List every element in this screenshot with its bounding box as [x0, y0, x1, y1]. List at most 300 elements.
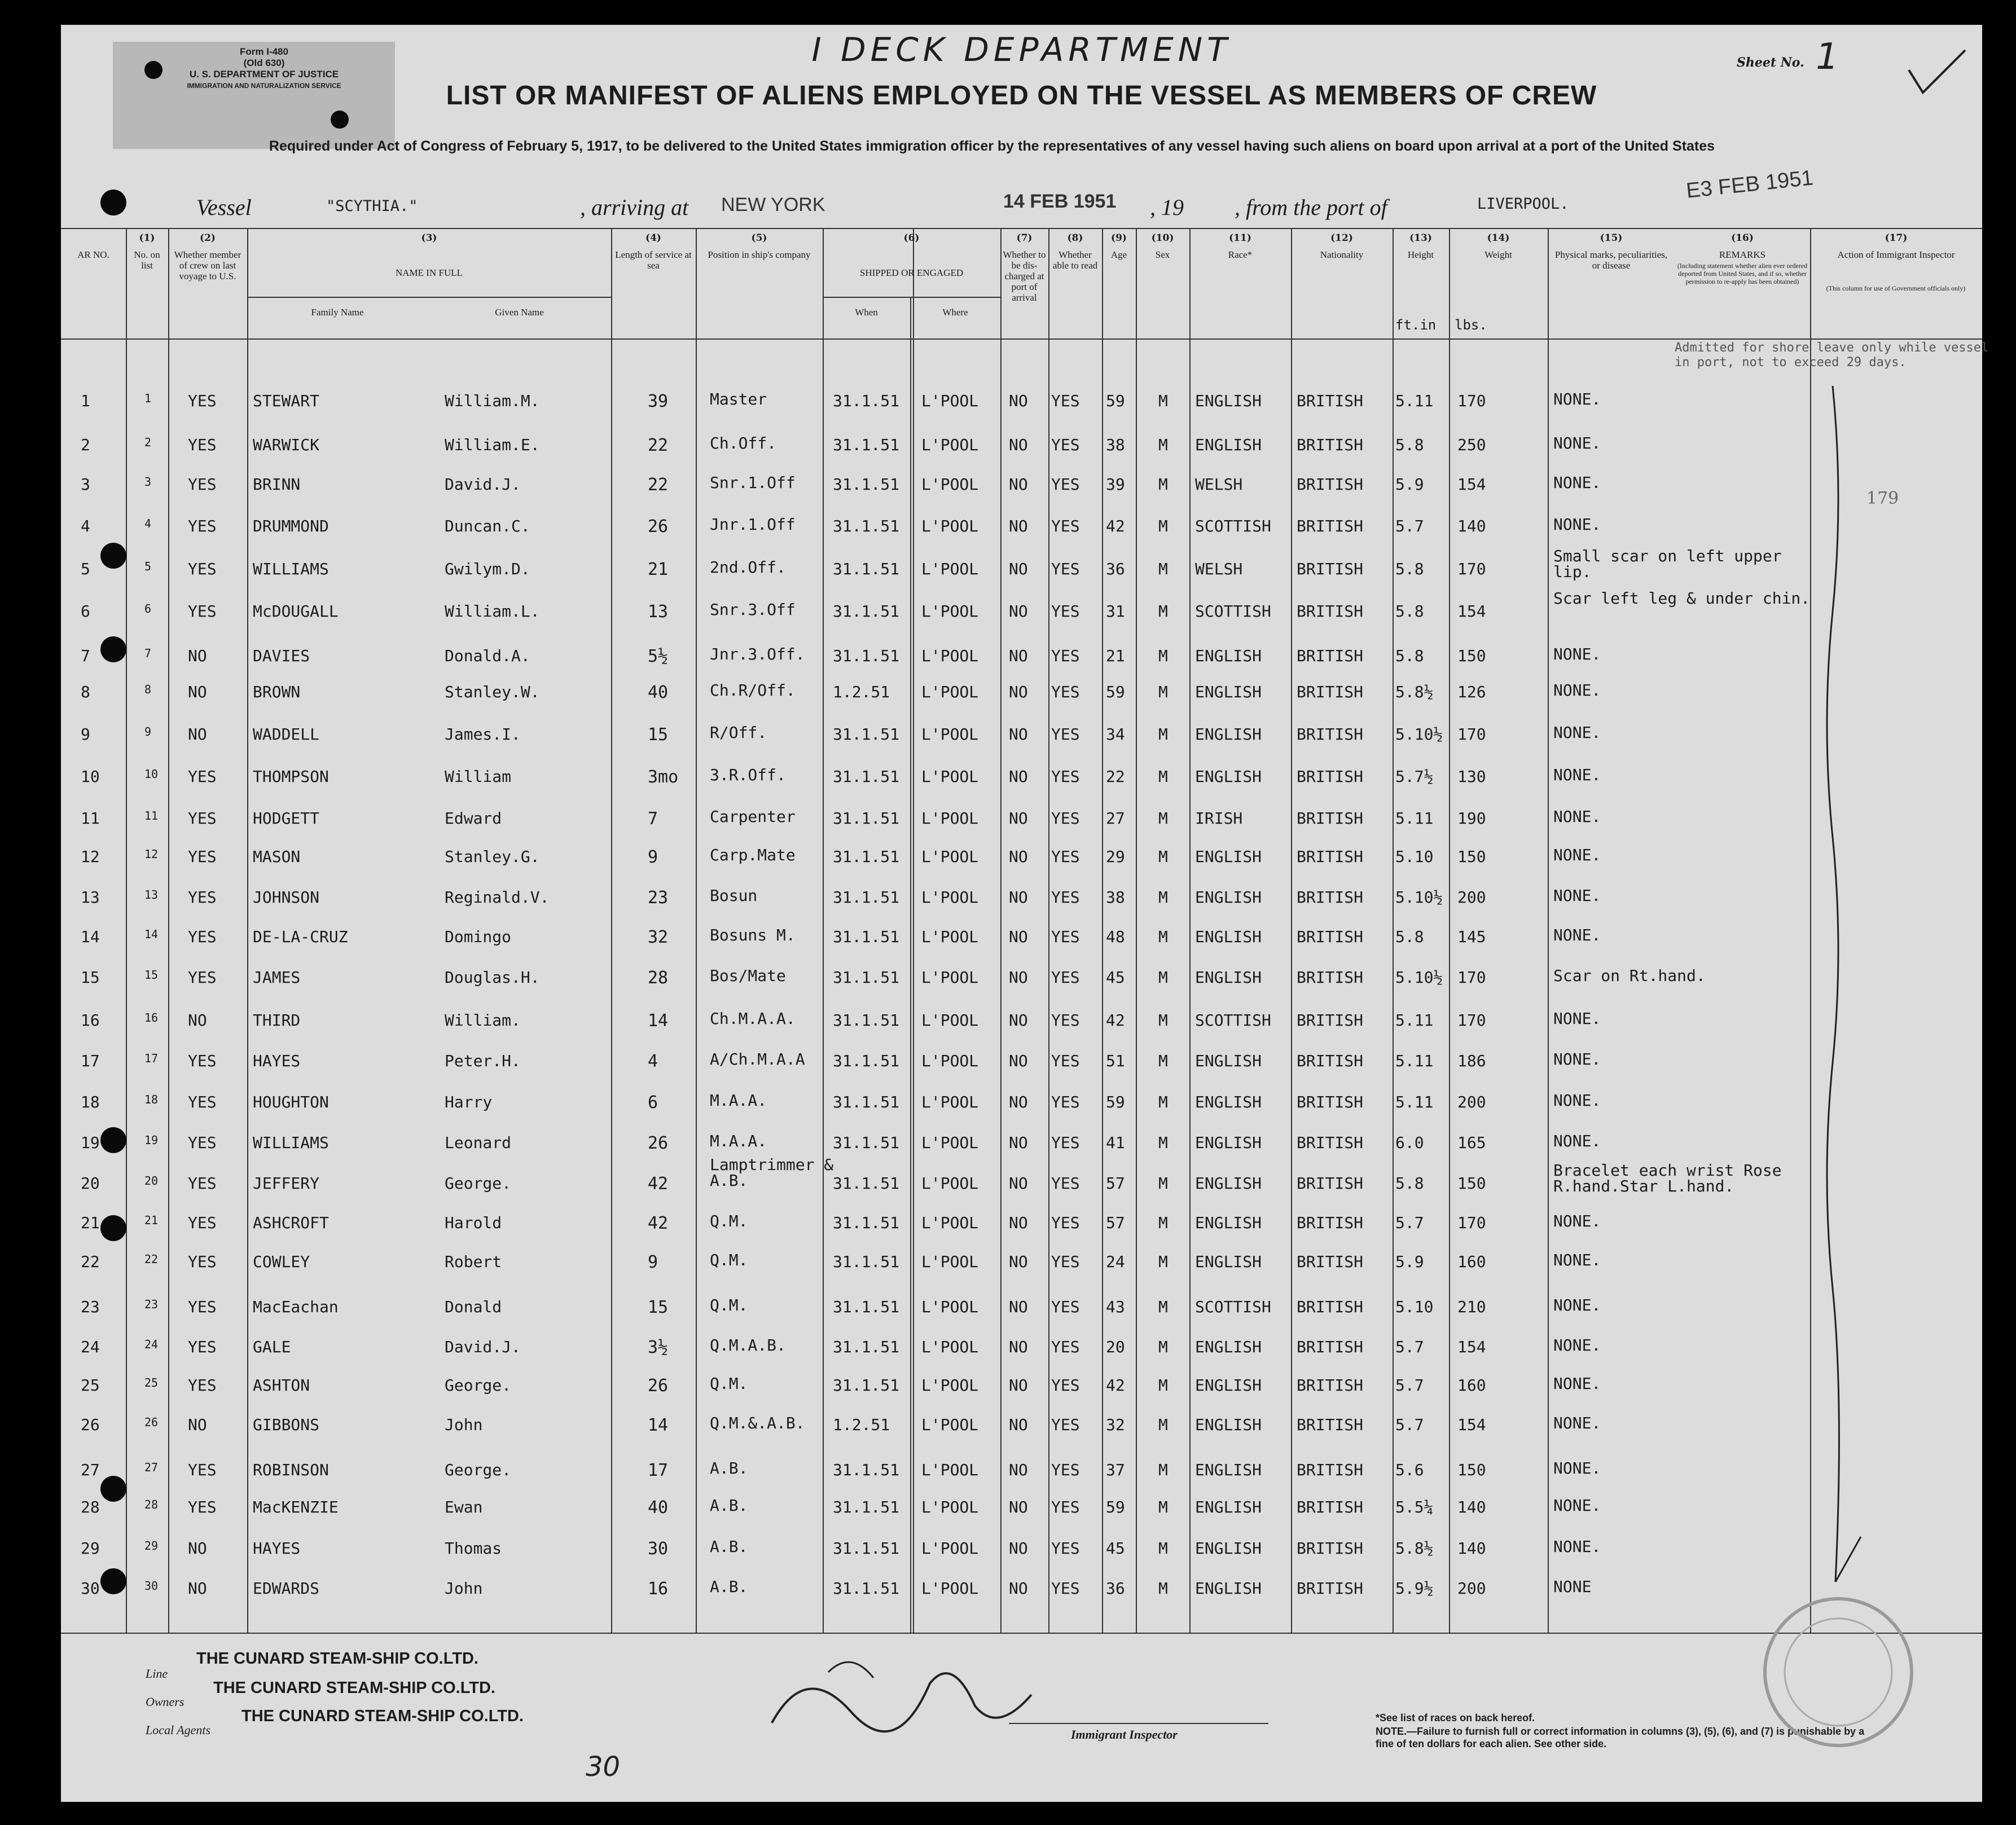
- column-header: Race*: [1228, 249, 1253, 260]
- shipped-when: 31.1.51: [833, 1338, 900, 1356]
- list-number: 11: [144, 809, 159, 823]
- position: A.B.: [710, 1577, 748, 1596]
- received-date-stamp: E3 FEB 1951: [1685, 166, 1815, 203]
- column-number: (5): [751, 232, 767, 244]
- family-name: JEFFERY: [253, 1174, 320, 1193]
- shipped-where: L'POOL: [921, 602, 979, 621]
- ar-number: 2: [81, 436, 90, 454]
- column-header: Action of Immigrant Inspector: [1837, 249, 1955, 260]
- physical-marks: NONE.: [1553, 1009, 1601, 1028]
- race: ENGLISH: [1195, 1174, 1262, 1193]
- shipped-where: L'POOL: [921, 1252, 979, 1271]
- table-row: [61, 589, 1982, 636]
- discharged: NO: [1009, 602, 1028, 621]
- position: Q.M.A.B.: [710, 1336, 786, 1355]
- able-to-read: YES: [1051, 1298, 1080, 1316]
- column-header: No. on list: [134, 249, 160, 271]
- line-value: THE CUNARD STEAM-SHIP CO.LTD.: [196, 1650, 478, 1668]
- arriving-label: , arriving at: [580, 195, 689, 220]
- column-header: Nationality: [1320, 249, 1364, 260]
- nationality: BRITISH: [1297, 767, 1364, 786]
- shipped-where: L'POOL: [921, 1298, 979, 1316]
- list-number: 24: [144, 1338, 159, 1351]
- able-to-read: YES: [1051, 475, 1080, 494]
- able-to-read: YES: [1051, 1579, 1080, 1598]
- position: A.B.: [710, 1496, 748, 1515]
- physical-marks: NONE.: [1553, 886, 1601, 905]
- sex: M: [1158, 809, 1168, 828]
- column-header: Length of service at sea: [615, 249, 692, 271]
- race: ENGLISH: [1195, 1338, 1262, 1356]
- age: 38: [1106, 888, 1125, 907]
- given-name: John: [445, 1579, 483, 1598]
- list-number: 9: [144, 725, 152, 738]
- punch-hole: [100, 1215, 126, 1241]
- given-name: Harold: [445, 1213, 502, 1232]
- from-port-label: , from the port of: [1235, 195, 1387, 220]
- shipped-where: L'POOL: [921, 1213, 979, 1232]
- weight-unit: lbs.: [1455, 317, 1487, 333]
- sex: M: [1158, 647, 1168, 665]
- weight: 186: [1457, 1052, 1486, 1070]
- page-count-number: 179: [1866, 489, 1899, 508]
- age: 34: [1106, 725, 1125, 744]
- column-number: (17): [1885, 232, 1908, 244]
- shipped-when: 31.1.51: [833, 1461, 900, 1479]
- service-length: 21: [648, 560, 669, 579]
- ar-number: 26: [81, 1415, 100, 1434]
- height: 5.11: [1395, 392, 1434, 410]
- shipped-when: 31.1.51: [833, 475, 900, 494]
- service-length: 17: [648, 1461, 669, 1480]
- service-length: 30: [648, 1539, 669, 1559]
- column-header: NAME IN FULL: [396, 267, 463, 278]
- position: Ch.R/Off.: [710, 681, 796, 700]
- list-number: 13: [144, 888, 159, 901]
- last-voyage: NO: [188, 1415, 207, 1434]
- race: WELSH: [1195, 560, 1243, 578]
- sex: M: [1158, 517, 1168, 535]
- discharged: NO: [1009, 392, 1028, 410]
- nationality: BRITISH: [1297, 683, 1364, 701]
- table-bottom-rule: [61, 1633, 1982, 1634]
- last-voyage: YES: [188, 1298, 217, 1316]
- nationality: BRITISH: [1297, 1579, 1364, 1598]
- sex: M: [1158, 767, 1168, 786]
- column-number: (15): [1600, 232, 1623, 244]
- height: 5.11: [1395, 1052, 1434, 1070]
- family-name: COWLEY: [253, 1252, 310, 1271]
- sex: M: [1158, 1174, 1168, 1193]
- punch-hole: [144, 61, 162, 79]
- weight: 200: [1457, 1093, 1486, 1111]
- ar-number: 20: [81, 1174, 100, 1193]
- height: 5.7: [1395, 1338, 1424, 1356]
- inspector-label: Immigrant Inspector: [1071, 1727, 1178, 1742]
- given-name: Leonard: [445, 1133, 512, 1152]
- shipped-when: 31.1.51: [833, 602, 900, 621]
- weight: 150: [1457, 647, 1486, 665]
- family-name: MASON: [253, 847, 301, 866]
- nationality: BRITISH: [1297, 1133, 1364, 1152]
- discharged: NO: [1009, 1133, 1028, 1152]
- manifest-subtitle: Required under Act of Congress of February 5, 1917, to be delivered to the United States immigration officer by the representatives of any vessel having such aliens on board upon arrival at a port of the United States: [269, 138, 1715, 154]
- column-header: Age: [1110, 249, 1127, 260]
- age: 59: [1106, 392, 1125, 410]
- family-name: WARWICK: [253, 436, 320, 454]
- subheader-rule: [247, 297, 611, 298]
- table-row: [61, 1155, 1982, 1208]
- sex: M: [1158, 1415, 1168, 1434]
- race: IRISH: [1195, 809, 1243, 828]
- position: A.B.: [710, 1537, 748, 1556]
- last-voyage: YES: [188, 1213, 217, 1232]
- list-number: 14: [144, 927, 159, 941]
- race: ENGLISH: [1195, 1133, 1262, 1152]
- nationality: BRITISH: [1297, 1498, 1364, 1516]
- position: Ch.M.A.A.: [710, 1009, 796, 1028]
- age: 45: [1106, 1539, 1125, 1558]
- service-length: 32: [648, 927, 669, 947]
- discharged: NO: [1009, 809, 1028, 828]
- age: 24: [1106, 1252, 1125, 1271]
- sex: M: [1158, 560, 1168, 578]
- weight: 145: [1457, 927, 1486, 946]
- list-number: 15: [144, 968, 159, 982]
- sex: M: [1158, 1579, 1168, 1598]
- ar-number: 18: [81, 1093, 100, 1111]
- nationality: BRITISH: [1297, 725, 1364, 744]
- weight: 210: [1457, 1298, 1486, 1316]
- shipped-where: L'POOL: [921, 1376, 979, 1395]
- sex: M: [1158, 725, 1168, 744]
- weight: 140: [1457, 1539, 1486, 1558]
- ar-number: 4: [81, 517, 90, 535]
- list-number: 28: [144, 1498, 159, 1511]
- nationality: BRITISH: [1297, 927, 1364, 946]
- able-to-read: YES: [1051, 560, 1080, 578]
- last-voyage: NO: [188, 725, 207, 744]
- nationality: BRITISH: [1297, 436, 1364, 454]
- physical-marks: NONE.: [1553, 645, 1601, 663]
- able-to-read: YES: [1051, 647, 1080, 665]
- shipped-when: 31.1.51: [833, 968, 900, 987]
- race: ENGLISH: [1195, 1252, 1262, 1271]
- weight: 200: [1457, 888, 1486, 907]
- list-number: 17: [144, 1052, 159, 1065]
- last-voyage: YES: [188, 475, 217, 494]
- able-to-read: YES: [1051, 1338, 1080, 1356]
- list-number: 21: [144, 1213, 159, 1227]
- list-number: 12: [144, 847, 159, 861]
- able-to-read: YES: [1051, 602, 1080, 621]
- inspection-seal-stamp: [1754, 1587, 1923, 1757]
- able-to-read: YES: [1051, 1052, 1080, 1070]
- table-row: [61, 647, 1982, 680]
- age: 48: [1106, 927, 1125, 946]
- service-length: 26: [648, 1133, 669, 1153]
- last-voyage: YES: [188, 847, 217, 866]
- list-number: 2: [144, 436, 152, 449]
- physical-marks: NONE.: [1553, 1496, 1601, 1515]
- given-name: Douglas.H.: [445, 968, 540, 987]
- given-name: William.M.: [445, 392, 540, 410]
- penalty-note: NOTE.—Failure to furnish full or correct information in columns (3), (5), (6), and (7) is punishable by a fine of ten dollars for each alien. See other side.: [1376, 1726, 1865, 1749]
- race: ENGLISH: [1195, 968, 1262, 987]
- position: Q.M.: [710, 1251, 748, 1269]
- weight: 140: [1457, 517, 1486, 535]
- shipped-where: L'POOL: [921, 1011, 979, 1030]
- ar-number: 7: [81, 647, 90, 665]
- shipped-when: 31.1.51: [833, 927, 900, 946]
- physical-marks: NONE.: [1553, 1091, 1601, 1110]
- sheet-number-label: Sheet No.: [1737, 55, 1804, 70]
- race: ENGLISH: [1195, 647, 1262, 665]
- service-length: 9: [648, 847, 658, 867]
- ar-number: 3: [81, 475, 90, 494]
- race: SCOTTISH: [1195, 602, 1271, 621]
- given-name: John: [445, 1415, 483, 1434]
- nationality: BRITISH: [1297, 1338, 1364, 1356]
- race: ENGLISH: [1195, 1498, 1262, 1516]
- family-name: ASHCROFT: [253, 1213, 329, 1232]
- able-to-read: YES: [1051, 767, 1080, 786]
- department-name: U. S. DEPARTMENT OF JUSTICE: [189, 69, 339, 80]
- age: 59: [1106, 1093, 1125, 1111]
- given-name-subheader: Given Name: [495, 307, 544, 318]
- physical-marks: Small scar on left upper lip.: [1553, 547, 1782, 581]
- physical-marks: NONE.: [1553, 1537, 1601, 1556]
- weight: 150: [1457, 1174, 1486, 1193]
- column-header: REMARKS: [1719, 249, 1766, 260]
- column-number: (16): [1731, 232, 1754, 244]
- column-number: (12): [1330, 232, 1353, 244]
- physical-marks: NONE.: [1553, 1296, 1601, 1314]
- able-to-read: YES: [1051, 968, 1080, 987]
- sex: M: [1158, 392, 1168, 410]
- able-to-read: YES: [1051, 517, 1080, 535]
- header-bottom-rule: [61, 338, 1982, 340]
- given-name: Donald: [445, 1298, 502, 1316]
- age: 38: [1106, 436, 1125, 454]
- shipped-where: L'POOL: [921, 1415, 979, 1434]
- discharged: NO: [1009, 475, 1028, 494]
- nationality: BRITISH: [1297, 1252, 1364, 1271]
- physical-marks: Scar left leg & under chin.: [1553, 589, 1811, 608]
- service-length: 40: [648, 1498, 669, 1518]
- service-length: 26: [648, 1376, 669, 1396]
- service-length: 42: [648, 1174, 669, 1194]
- age: 36: [1106, 1579, 1125, 1598]
- able-to-read: YES: [1051, 436, 1080, 454]
- physical-marks: NONE.: [1553, 807, 1601, 826]
- given-name: William.: [445, 1011, 521, 1030]
- race: ENGLISH: [1195, 1415, 1262, 1434]
- physical-marks: NONE: [1553, 1577, 1592, 1596]
- service-length: 15: [648, 1298, 669, 1317]
- service-length: 7: [648, 809, 658, 829]
- vessel-label: Vessel: [196, 195, 252, 220]
- age: 37: [1106, 1461, 1125, 1479]
- shipped-when: 31.1.51: [833, 725, 900, 744]
- shipped-where: L'POOL: [921, 767, 979, 786]
- sex: M: [1158, 888, 1168, 907]
- sex: M: [1158, 1498, 1168, 1516]
- last-voyage: YES: [188, 436, 217, 454]
- shipped-when: 31.1.51: [833, 436, 900, 454]
- physical-marks: NONE.: [1553, 1459, 1601, 1477]
- shipped-when: 31.1.51: [833, 1539, 900, 1558]
- height: 5.8: [1395, 602, 1424, 621]
- shipped-where: L'POOL: [921, 392, 979, 410]
- race: SCOTTISH: [1195, 1011, 1271, 1030]
- service-length: 4: [648, 1052, 658, 1071]
- position: Bosuns M.: [710, 926, 796, 944]
- subheader-rule: [823, 297, 1000, 298]
- sex: M: [1158, 602, 1168, 621]
- shipped-where: L'POOL: [921, 1133, 979, 1152]
- manifest-sheet: [61, 25, 1989, 1802]
- discharged: NO: [1009, 517, 1028, 535]
- race: ENGLISH: [1195, 436, 1262, 454]
- arrival-port: NEW YORK: [721, 194, 825, 216]
- discharged: NO: [1009, 560, 1028, 578]
- discharged: NO: [1009, 1376, 1028, 1395]
- table-row: [61, 1213, 1982, 1247]
- table-row: [61, 547, 1982, 593]
- given-name: Donald.A.: [445, 647, 530, 665]
- shipped-when: 31.1.51: [833, 1133, 900, 1152]
- discharged: NO: [1009, 1252, 1028, 1271]
- column-header: SHIPPED OR ENGAGED: [859, 267, 964, 278]
- physical-marks: NONE.: [1553, 681, 1601, 700]
- shipped-where: L'POOL: [921, 560, 979, 578]
- shipped-where: L'POOL: [921, 809, 979, 828]
- family-name: HAYES: [253, 1539, 301, 1558]
- column-number: (3): [421, 232, 437, 244]
- position: Q.M.: [710, 1212, 748, 1230]
- family-name: DE-LA-CRUZ: [253, 927, 348, 946]
- weight: 160: [1457, 1252, 1486, 1271]
- age: 31: [1106, 602, 1125, 621]
- shipped-where: L'POOL: [921, 1539, 979, 1558]
- age: 20: [1106, 1338, 1125, 1356]
- local-agents-value: THE CUNARD STEAM-SHIP CO.LTD.: [241, 1707, 524, 1725]
- sex: M: [1158, 1093, 1168, 1111]
- position: Carpenter: [710, 807, 796, 826]
- given-name: Duncan.C.: [445, 517, 530, 535]
- ar-number: 14: [81, 927, 100, 946]
- height: 5.11: [1395, 1093, 1434, 1111]
- table-row: [61, 809, 1982, 843]
- table-top-rule: [61, 228, 1982, 229]
- age: 21: [1106, 647, 1125, 665]
- discharged: NO: [1009, 847, 1028, 866]
- able-to-read: YES: [1051, 927, 1080, 946]
- given-name: Peter.H.: [445, 1052, 521, 1070]
- table-row: [61, 725, 1982, 759]
- weight: 154: [1457, 475, 1486, 494]
- column-header: Whether able to read: [1052, 249, 1098, 271]
- discharged: NO: [1009, 1498, 1028, 1516]
- discharged: NO: [1009, 1539, 1028, 1558]
- table-row: [61, 1011, 1982, 1045]
- family-name: HODGETT: [253, 809, 320, 828]
- discharged: NO: [1009, 1213, 1028, 1232]
- shipped-when: 31.1.51: [833, 888, 900, 907]
- able-to-read: YES: [1051, 1093, 1080, 1111]
- position: Q.M.: [710, 1374, 748, 1393]
- column-number: (13): [1409, 232, 1432, 244]
- physical-marks: Bracelet each wrist Rose R.hand.Star L.hand.: [1553, 1161, 1782, 1195]
- height: 5.8: [1395, 647, 1424, 665]
- list-number: 23: [144, 1298, 159, 1311]
- last-voyage: YES: [188, 602, 217, 621]
- able-to-read: YES: [1051, 1415, 1080, 1434]
- shipped-where: L'POOL: [921, 725, 979, 744]
- nationality: BRITISH: [1297, 968, 1364, 987]
- physical-marks: NONE.: [1553, 1212, 1601, 1230]
- last-voyage: NO: [188, 683, 207, 701]
- able-to-read: YES: [1051, 809, 1080, 828]
- service-length: 16: [648, 1579, 669, 1599]
- shipped-when: 31.1.51: [833, 1498, 900, 1516]
- family-name: DAVIES: [253, 647, 310, 665]
- when-subheader: When: [855, 307, 878, 318]
- position: Snr.1.Off: [710, 473, 796, 492]
- shipped-where: L'POOL: [921, 1338, 979, 1356]
- sex: M: [1158, 1133, 1168, 1152]
- list-number: 26: [144, 1415, 159, 1429]
- race: ENGLISH: [1195, 767, 1262, 786]
- shipped-when: 31.1.51: [833, 1174, 900, 1193]
- from-port: LIVERPOOL.: [1477, 195, 1569, 213]
- service-length: 28: [648, 968, 669, 988]
- last-voyage: YES: [188, 767, 217, 786]
- age: 59: [1106, 1498, 1125, 1516]
- able-to-read: YES: [1051, 1376, 1080, 1395]
- shipped-when: 31.1.51: [833, 1011, 900, 1030]
- ar-number: 8: [81, 683, 90, 701]
- age: 39: [1106, 475, 1125, 494]
- last-voyage: NO: [188, 647, 207, 665]
- weight: 140: [1457, 1498, 1486, 1516]
- column-number: (14): [1487, 232, 1510, 244]
- list-number: 5: [144, 560, 152, 573]
- physical-marks: NONE.: [1553, 390, 1601, 408]
- list-number: 4: [144, 517, 152, 530]
- discharged: NO: [1009, 767, 1028, 786]
- column-number: (7): [1016, 232, 1033, 244]
- shore-leave-remark: Admitted for shore leave only while vessel in port, not to exceed 29 days.: [1675, 341, 1989, 370]
- ar-number: 30: [81, 1579, 100, 1598]
- service-length: 22: [648, 436, 669, 455]
- list-number: 27: [144, 1461, 159, 1474]
- table-row: [61, 1338, 1982, 1371]
- family-name: MacEachan: [253, 1298, 339, 1316]
- wavy-bracket-line: [1810, 386, 1878, 1627]
- ar-number: 27: [81, 1461, 100, 1479]
- last-voyage: YES: [188, 1252, 217, 1271]
- able-to-read: YES: [1051, 1461, 1080, 1479]
- discharged: NO: [1009, 1298, 1028, 1316]
- discharged: NO: [1009, 683, 1028, 701]
- height: 5.9: [1395, 1252, 1424, 1271]
- able-to-read: YES: [1051, 725, 1080, 744]
- service-length: 9: [648, 1252, 658, 1272]
- given-name: William.E.: [445, 436, 540, 454]
- last-voyage: YES: [188, 1052, 217, 1070]
